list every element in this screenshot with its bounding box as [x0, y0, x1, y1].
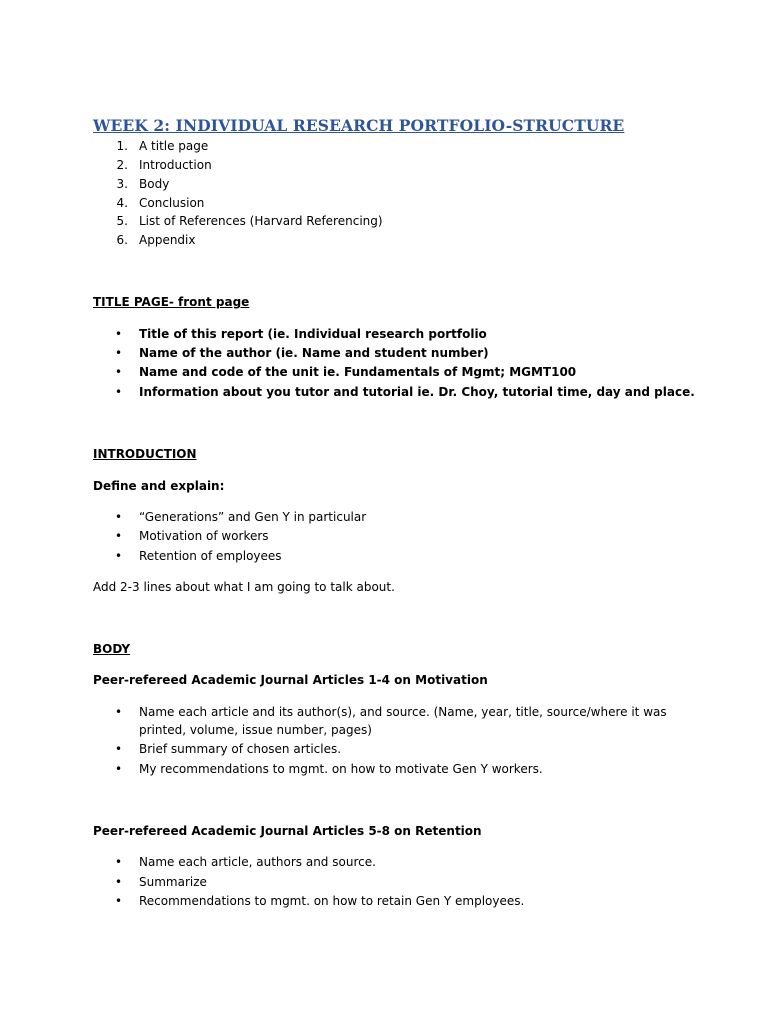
- bullet-icon: •: [115, 705, 123, 719]
- document-title: WEEK 2: INDIVIDUAL RESEARCH PORTFOLIO-STRUCTURE: [93, 116, 625, 135]
- list-item: Brief summary of chosen articles.: [139, 742, 342, 756]
- list-item: Name each article, authors and source.: [139, 855, 376, 869]
- list-item: Conclusion: [139, 196, 205, 210]
- list-item-continuation: printed, volume, issue number, pages): [139, 723, 372, 737]
- list-number: 5.: [116, 214, 128, 228]
- list-item: “Generations” and Gen Y in particular: [139, 510, 367, 524]
- introduction-lead: Define and explain:: [93, 479, 225, 493]
- list-number: 1.: [116, 139, 128, 153]
- list-item: Information about you tutor and tutorial ie. Dr. Choy, tutorial time, day and place.: [139, 385, 695, 399]
- list-item: Name and code of the unit ie. Fundamentals of Mgmt; MGMT100: [139, 365, 577, 379]
- body-subheading-motivation: Peer-refereed Academic Journal Articles 1-4 on Motivation: [93, 673, 488, 687]
- title-page-heading: TITLE PAGE- front page: [93, 295, 250, 309]
- list-number: 6.: [116, 233, 128, 247]
- list-number: 4.: [116, 196, 128, 210]
- bullet-icon: •: [115, 529, 123, 543]
- list-item: Title of this report (ie. Individual research portfolio: [139, 327, 487, 341]
- list-number: 3.: [116, 177, 128, 191]
- list-item: Body: [139, 177, 170, 191]
- list-item: Recommendations to mgmt. on how to retain Gen Y employees.: [139, 894, 525, 908]
- bullet-icon: •: [115, 762, 123, 776]
- list-item: Motivation of workers: [139, 529, 269, 543]
- body-heading: BODY: [93, 642, 131, 656]
- body-subheading-retention: Peer-refereed Academic Journal Articles 5-8 on Retention: [93, 824, 482, 838]
- bullet-icon: •: [115, 894, 123, 908]
- list-item: A title page: [139, 139, 209, 153]
- list-item: Retention of employees: [139, 549, 282, 563]
- bullet-icon: •: [115, 346, 123, 360]
- list-item: Summarize: [139, 875, 207, 889]
- bullet-icon: •: [115, 385, 123, 399]
- bullet-icon: •: [115, 365, 123, 379]
- list-item: Name of the author (ie. Name and student number): [139, 346, 489, 360]
- list-item: Appendix: [139, 233, 196, 247]
- list-item: Name each article and its author(s), and source. (Name, year, title, source/where it was: [139, 705, 667, 719]
- list-item: List of References (Harvard Referencing): [139, 214, 383, 228]
- introduction-heading: INTRODUCTION: [93, 447, 197, 461]
- list-number: 2.: [116, 158, 128, 172]
- bullet-icon: •: [115, 742, 123, 756]
- bullet-icon: •: [115, 875, 123, 889]
- list-item: Introduction: [139, 158, 212, 172]
- bullet-icon: •: [115, 327, 123, 341]
- bullet-icon: •: [115, 510, 123, 524]
- list-item: My recommendations to mgmt. on how to motivate Gen Y workers.: [139, 762, 543, 776]
- introduction-closing: Add 2-3 lines about what I am going to talk about.: [93, 580, 395, 594]
- bullet-icon: •: [115, 549, 123, 563]
- bullet-icon: •: [115, 855, 123, 869]
